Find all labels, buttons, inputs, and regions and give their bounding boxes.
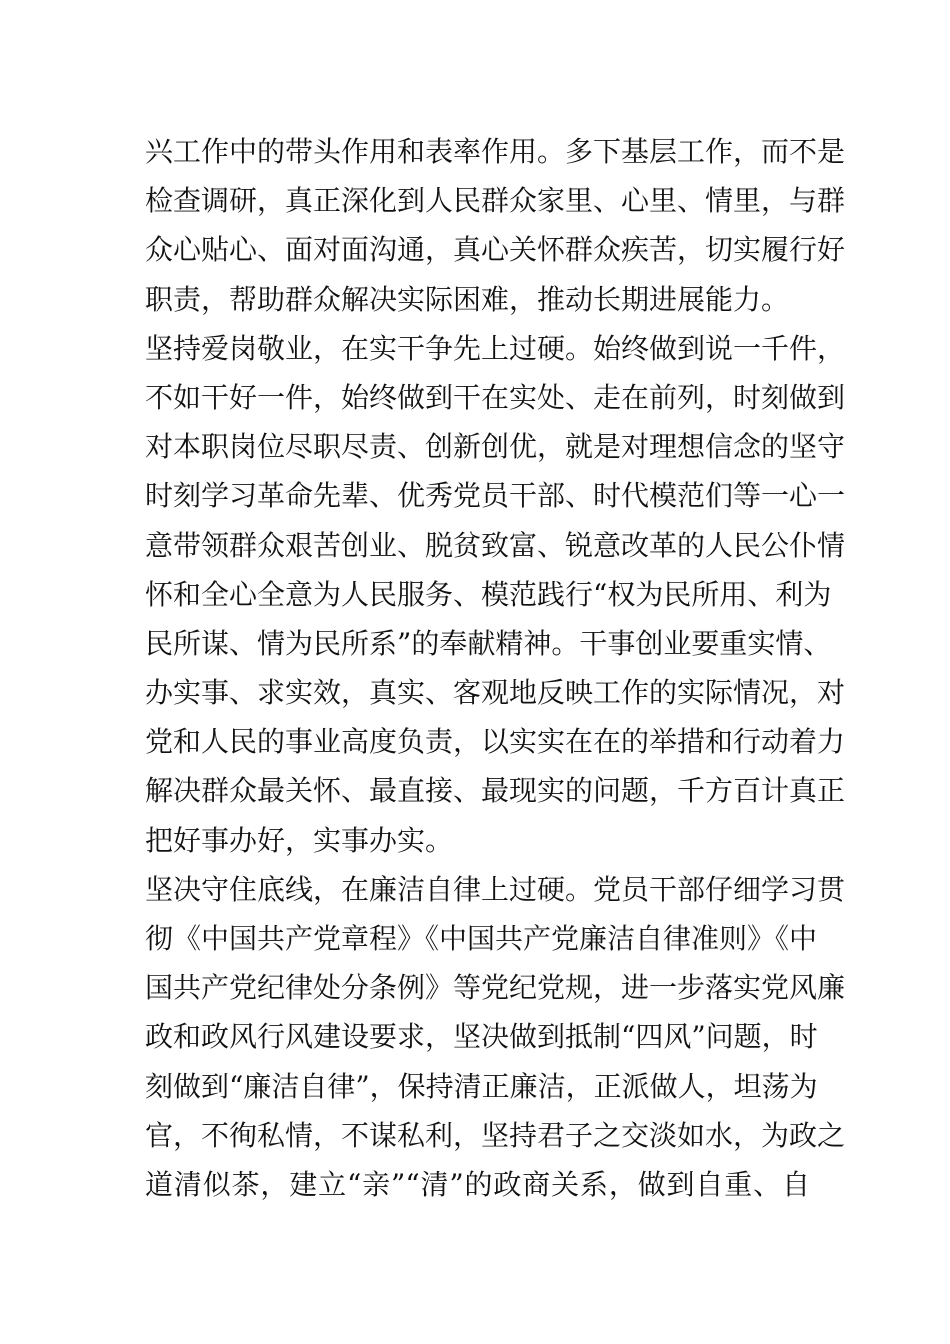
text-line: 道清似茶，建立“亲”“清”的政商关系，做到自重、自 — [145, 1167, 810, 1201]
text-line: 刻做到“廉洁自律”，保持清正廉洁，正派做人，坦荡为 — [145, 1069, 818, 1103]
text-line: 国共产党纪律处分条例》等党纪党规，进一步落实党风廉 — [145, 971, 846, 1005]
document-body — [145, 127, 846, 1209]
text-line: 职责，帮助群众解决实际困难，推动长期进展能力。 — [145, 282, 790, 316]
text-line: 民所谋、情为民所系”的奉献精神。干事创业要重实情、 — [145, 626, 832, 660]
text-line: 意带领群众艰苦创业、脱贫致富、锐意改革的人民公仆情 — [145, 528, 846, 562]
text-line: 官，不徇私情，不谋私利，坚持君子之交淡如水，为政之 — [145, 1118, 846, 1152]
text-line: 政和政风行风建设要求，坚决做到抵制“四风”问题，时 — [145, 1020, 818, 1054]
text-line: 解决群众最关怀、最直接、最现实的问题，千方百计真正 — [145, 774, 846, 808]
text-line: 怀和全心全意为人民服务、模范践行“权为民所用、利为 — [145, 577, 832, 611]
text-line: 办实事、求实效，真实、客观地反映工作的实际情况，对 — [145, 676, 846, 710]
text-line: 坚决守住底线，在廉洁自律上过硬。党员干部仔细学习贯 — [145, 872, 846, 906]
text-line: 检查调研，真正深化到人民群众家里、心里、情里，与群 — [145, 184, 846, 218]
text-line: 对本职岗位尽职尽责、创新创优，就是对理想信念的坚守 — [145, 430, 846, 464]
text-line: 彻《中国共产党章程》《中国共产党廉洁自律准则》《中 — [145, 922, 818, 955]
text-line: 时刻学习革命先辈、优秀党员干部、时代模范们等一心一 — [145, 479, 846, 513]
text-line: 不如干好一件，始终做到干在实处、走在前列，时刻做到 — [145, 380, 846, 414]
text-line: 兴工作中的带头作用和表率作用。多下基层工作，而不是 — [145, 135, 846, 168]
text-line: 把好事办好，实事办实。 — [145, 823, 454, 857]
text-line: 党和人民的事业高度负责，以实实在在的举措和行动着力 — [145, 725, 846, 759]
text-line: 众心贴心、面对面沟通，真心关怀群众疾苦，切实履行好 — [145, 233, 846, 267]
text-line: 坚持爱岗敬业，在实干争先上过硬。始终做到说一千件， — [145, 331, 846, 365]
